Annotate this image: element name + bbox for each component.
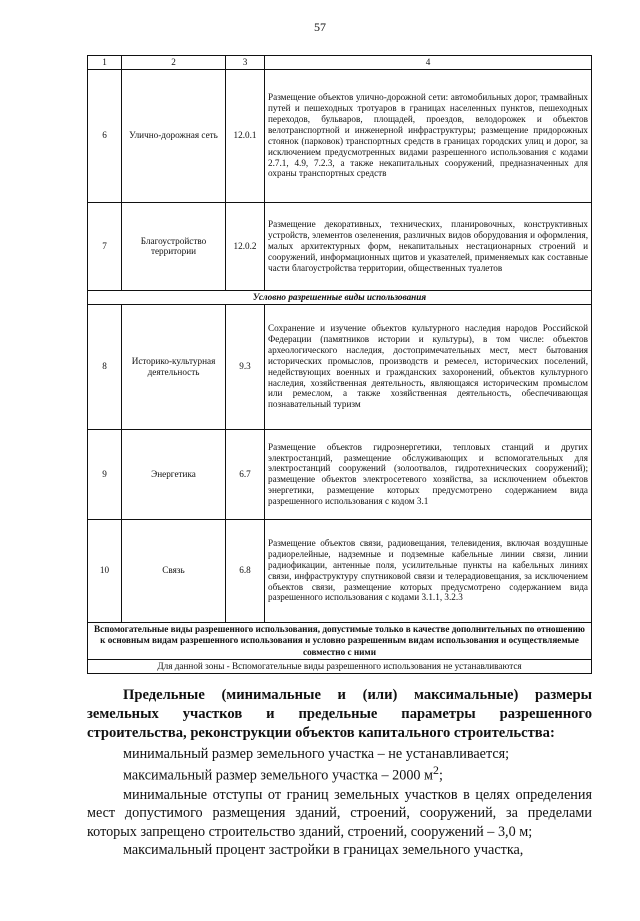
table-row [88,69,592,202]
use-description: Размещение объектов связи, радиовещания, телевидения, включая воздушные радиорелейные, надземные и подземные кабельные линии связи, линии радиофикации, антенные поля, усилительные пункты на кабельных линиях связи, инфраструктуру спутниковой связи и телерадиовещания, за исключением объектов связи, размещение которых предусмотрено содержанием вида разрешенного использования с кодами 3.1.1, 3.2.3 [265,519,592,622]
header-col-2: 2 [122,56,226,70]
use-name: Благоустройство территории [122,202,226,290]
use-code: 12.0.1 [226,69,265,202]
row-number: 8 [88,304,122,429]
use-code: 9.3 [226,304,265,429]
table-header-row [88,56,592,70]
use-name: Связь [122,519,226,622]
permitted-uses-table [87,55,592,674]
table-row [88,202,592,290]
use-code: 12.0.2 [226,202,265,290]
table-row [88,304,592,429]
use-description: Сохранение и изучение объектов культурного наследия народов Российской Федерации (памятников истории и культуры), в том числе: объектов археологического наследия, достопримечательных мест, мест бытования исторических промыслов, производств и ремесел, исторических поселений, недействующих военных и гражданских захоронений, объектов культурного наследия, хозяйственная деятельность, являющаяся историческим промыслом или ремеслом, а также хозяйственная деятельность, обеспечивающая познавательный туризм [265,304,592,429]
row-number: 9 [88,429,122,519]
table-row [88,429,592,519]
use-name: Энергетика [122,429,226,519]
min-setback: минимальные отступы от границ земельных участков в целях определения мест допустимого размещения зданий, строений, сооружений, за пределами которых запрещено строительство зданий, строений, сооружений – 3,0 м; [87,786,592,840]
use-code: 6.7 [226,429,265,519]
header-col-3: 3 [226,56,265,70]
page-number: 57 [314,20,326,34]
row-number: 10 [88,519,122,622]
header-col-4: 4 [265,56,592,70]
max-plot-size [87,763,592,785]
conditional-uses-title: Условно разрешенные виды использования [88,290,592,304]
use-name: Улично-дорожная сеть [122,69,226,202]
max-plot-size-end: ; [438,768,443,785]
use-name: Историко-культурная деятельность [122,304,226,429]
parameters-list [87,745,592,859]
row-number: 7 [88,202,122,290]
note-row [88,660,592,674]
table-row [88,519,592,622]
max-plot-size-text: максимальный размер земельного участка – 2000 м [123,768,434,785]
max-coverage: максимальный процент застройки в границах земельного участка, [123,842,524,858]
use-code: 6.8 [226,519,265,622]
header-col-1: 1 [88,56,122,70]
use-description: Размещение объектов гидроэнергетики, тепловых станций и других электростанций, размещение обслуживающих и вспомогательных для электростанций сооружений (золоотвалов, гидротехнических сооружений); размещение объектов электросетевого хозяйства, за исключением объектов энергетики, размещение которых предусмотрено содержанием вида разрешенного использования с кодом 3.1 [265,429,592,519]
row-number: 6 [88,69,122,202]
section-header-row [88,290,592,304]
use-description: Размещение объектов улично-дорожной сети: автомобильных дорог, трамвайных путей и пешеходных тротуаров в границах населенных пунктов, пешеходных переходов, бульваров, площадей, проездов, велодорожек и объектов велотранспортной и инженерной инфраструктуры; размещение придорожных стоянок (парковок) транспортных средств в границах городских улиц и дорог, за исключением предусмотренных видами разрешенного использования с кодами 2.7.1, 4.9, 7.2.3, а также некапитальных сооружений, предназначенных для охраны транспортных средств [265,69,592,202]
square-superscript: 2 [433,763,439,778]
section-header-row [88,622,592,660]
auxiliary-uses-title: Вспомогательные виды разрешенного использования, допустимые только в качестве дополнительных по отношению к основным видам разрешенного использования и условно разрешенным видам использования и осуществляемые совместно с ними [88,622,592,660]
min-plot-size: минимальный размер земельного участка – не устанавливается; [123,746,510,762]
auxiliary-uses-note: Для данной зоны - Вспомогательные виды разрешенного использования не устанавливаются [88,660,592,674]
use-description: Размещение декоративных, технических, планировочных, конструктивных устройств, элементов озеленения, различных видов оборудования и оформления, малых архитектурных форм, некапитальных нестационарных строений и сооружений, информационных щитов и указателей, применяемых как составные части благоустройства территории, общественных туалетов [265,202,592,290]
parameters-heading: Предельные (минимальные и (или) максимальные) размеры земельных участков и предельные параметры разрешенного строительства, реконструкции объектов капитального строительства: [87,687,592,741]
